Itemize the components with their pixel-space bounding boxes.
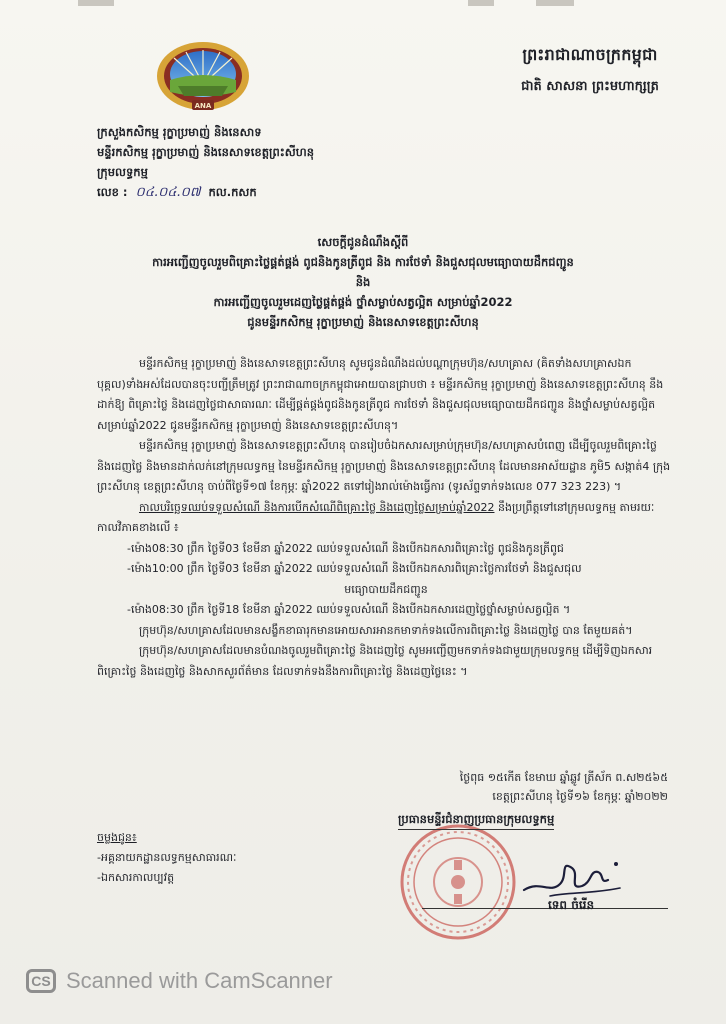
date-block xyxy=(460,768,668,806)
schedule-item: -ម៉ោង10:00 ព្រឹក ថ្ងៃទី03 ខែមីនា ឆ្នាំ2022 ឈប់ទទួលសំណើ និងបើកឯកសារពិគ្រោះថ្លៃការថែទាំ និងជួសជុល xyxy=(127,562,582,575)
reference-label: លេខ : xyxy=(97,185,128,199)
copy-to-item: -ឯកសារកាលប្បវត្ត xyxy=(97,871,175,884)
signer-name: ទេព ចំរើន xyxy=(548,898,595,912)
reference-number xyxy=(97,182,314,203)
scan-edge-mark xyxy=(78,0,114,6)
schedule-item: -ម៉ោង08:30 ព្រឹក ថ្ងៃទី03 ខែមីនា ឆ្នាំ2022 ឈប់ទទួលសំណើ និងបើកឯកសារពិគ្រោះថ្លៃ ពូជនិងកូនត្រីពូជ xyxy=(127,541,564,555)
copy-to-block xyxy=(97,828,236,888)
paragraph-eligibility: ក្រុមហ៊ុន/សហគ្រាសដែលមានសង្ខឹកខាធារុកមានអោយសារអានកមាទាក់ទងលើការពិគ្រោះថ្លៃ និងដេញថ្លៃ បាន តែមួយគត់។ xyxy=(139,623,633,637)
lunar-date: ថ្ងៃពុធ ១៥កើត ខែមាឃ ឆ្នាំឆ្លូវ ត្រីស័ក ព.ស២៥៦៥ xyxy=(459,771,668,784)
paragraph-schedule-intro xyxy=(97,498,675,539)
solar-date: ខេត្តព្រះសីហនុ ថ្ងៃទី១៦ ខែកុម្ភៈ ឆ្នាំ២០២២ xyxy=(492,790,668,803)
reference-suffix: កល.កសក xyxy=(208,185,257,199)
department-name: មន្ទីរកសិកម្ម រុក្ខាប្រមាញ់ និងនេសាទខេត្តព្រះសីហនុ xyxy=(97,145,315,159)
signer-title: ប្រធានមន្ទីរជំនាញប្រធានក្រុមលទ្ធកម្ម xyxy=(398,812,554,830)
reference-handwritten: ០៤.០៤.០៧ xyxy=(135,185,201,200)
notice-recipient: ជូនមន្ទីរកសិកម្ម រុក្ខាប្រមាញ់ និងនេសាទខេត្តព្រះសីហនុ xyxy=(247,315,479,329)
paragraph-intro: មន្ទីរកសិកម្ម រុក្ខាប្រមាញ់ និងនេសាទខេត្តព្រះសីហនុ សូមជូនដំណឹងដល់បណ្តាក្រុមហ៊ុន/សហគ្រាស (គិតទាំងសហគ្រាសឯកបុគ្គល)ទាំងអស់ដែលបានចុះបញ្ជីត្រឹមត្រូវ ព្រះរាជាណាចក្រកម្ពុជាអោយបានជ្រាបថា ៖ មន្ទីរកសិកម្ម រុក្ខាប្រមាញ់ និងនេសាទខេត្តព្រះសីហនុ នឹងដាក់ឱ្យ ពិគ្រោះថ្លៃ និងដេញថ្លៃជាសាធារណៈ ដើម្បីផ្គត់ផ្គង់ពូជនិងកូនត្រីពូជ ការថែទាំ និងជួសជុលមធ្យោបាយដឹកជញ្ជូន និងថ្នាំសម្លាប់សត្វល្អិត សម្រាប់ឆ្នាំ2022 ជូនមន្ទីរកសិកម្ម រុក្ខាប្រមាញ់ និងនេសាទខេត្តព្រះសីហនុ។ xyxy=(97,357,664,432)
kingdom-title: ព្រះរាជាណាចក្រកម្ពុជា xyxy=(522,45,658,64)
notice-subject-2: ការអញ្ជើញចូលរួមដេញថ្លៃផ្គត់ផ្គង់ ថ្នាំសម្លាប់សត្វល្អិត សម្រាប់ឆ្នាំ2022 xyxy=(213,295,513,309)
camscanner-logo-icon: CS xyxy=(26,969,56,993)
logo-lettering: ANA xyxy=(194,102,212,110)
camscanner-watermark xyxy=(26,966,333,996)
schedule-heading-tail: នឹងប្រព្រឹត្តទៅនៅក្រុមលទ្ធកម្ម តាមរយៈកាលវិភាគខាងលើ ៖ xyxy=(97,500,655,534)
scan-edge-mark xyxy=(536,0,574,6)
notice-body xyxy=(97,354,675,682)
schedule-heading: កាលបរិច្ឆេទឈប់ទទួលសំណើ និងការបើកសំណើពិគ្រោះថ្លៃ និងដេញថ្លៃសម្រាប់ឆ្នាំ2022 xyxy=(139,500,495,514)
notice-subject-1: ការអញ្ជើញចូលរួមពិគ្រោះថ្លៃផ្គត់ផ្គង់ ពូជនិងកូនត្រីពូជ និង ការថែទាំ និងជួសជុលមធ្យោបាយដឹកជញ្ជូន xyxy=(152,255,574,269)
schedule-item-cont: មធ្យោបាយដឹកជញ្ជូន xyxy=(344,582,428,596)
paragraph-documents: មន្ទីរកសិកម្ម រុក្ខាប្រមាញ់ និងនេសាទខេត្តព្រះសីហនុ បានរៀបចំឯកសារសម្រាប់ក្រុមហ៊ុន/សហគ្រាសបំពេញ ដើម្បីចូលរួមពិគ្រោះថ្លៃ និងដេញថ្លៃ និងមានដាក់លក់នៅក្រុមលទ្ធកម្ម នៃមន្ទីរកសិកម្ម រុក្ខាប្រមាញ់ និងនេសាទខេត្តព្រះសីហនុ ដែលមានអាស័យដ្ឋាន ភូមិ5 សង្កាត់4 ក្រុងព្រះសីហនុ ខេត្តព្រះសីហនុ ចាប់ពីថ្ងៃទី១៧ ខែកុម្ភៈ ឆ្នាំ2022 តទៅរៀងរាល់ម៉ោងធ្វើការ (ទូរស័ព្ទទាក់ទងលេខ 077 323 223) ។ xyxy=(97,439,671,493)
office-name: ក្រុមលទ្ធកម្ម xyxy=(97,165,148,179)
national-motto: ជាតិ សាសនា ព្រះមហាក្សត្រ xyxy=(521,79,659,94)
scan-edge-mark xyxy=(468,0,494,6)
issuer-block xyxy=(97,122,314,203)
notice-title: សេចក្តីជូនដំណឹងស្តីពី xyxy=(317,235,409,249)
official-seal xyxy=(398,822,518,942)
schedule-item: -ម៉ោង08:30 ព្រឹក ថ្ងៃទី18 ខែមីនា ឆ្នាំ2022 ឈប់ទទួលសំណើ និងបើកឯកសារដេញថ្លៃថ្នាំសម្លាប់សត្វល្អិត ។ xyxy=(127,603,571,616)
copy-to-item: -អគ្គនាយកដ្ឋានលទ្ធកម្មសាធារណៈ xyxy=(97,851,237,864)
ministry-name: ក្រសួងកសិកម្ម រុក្ខាប្រមាញ់ និងនេសាទ xyxy=(97,125,262,139)
notice-title-block xyxy=(0,232,726,332)
kingdom-header xyxy=(490,44,690,97)
copy-to-heading: ចម្លងជូន៖ xyxy=(97,831,137,844)
ministry-logo xyxy=(150,40,256,114)
paragraph-contact: ក្រុមហ៊ុន/សហគ្រាសដែលមានបំណងចូលរួមពិគ្រោះថ្លៃ និងដេញថ្លៃ សូមអញ្ជើញមកទាក់ទងជាមួយក្រុមលទ្ធកម្ម ដើម្បីទិញឯកសារពិគ្រោះថ្លៃ និងដេញថ្លៃ និងសាកសួរព័ត៌មាន ដែលទាក់ទងនឹងការពិគ្រោះថ្លៃ និងដេញថ្លៃនេះ ។ xyxy=(97,644,653,678)
signature-line xyxy=(422,908,668,909)
watermark-text: Scanned with CamScanner xyxy=(66,968,333,993)
notice-conjunction: និង xyxy=(355,275,371,289)
